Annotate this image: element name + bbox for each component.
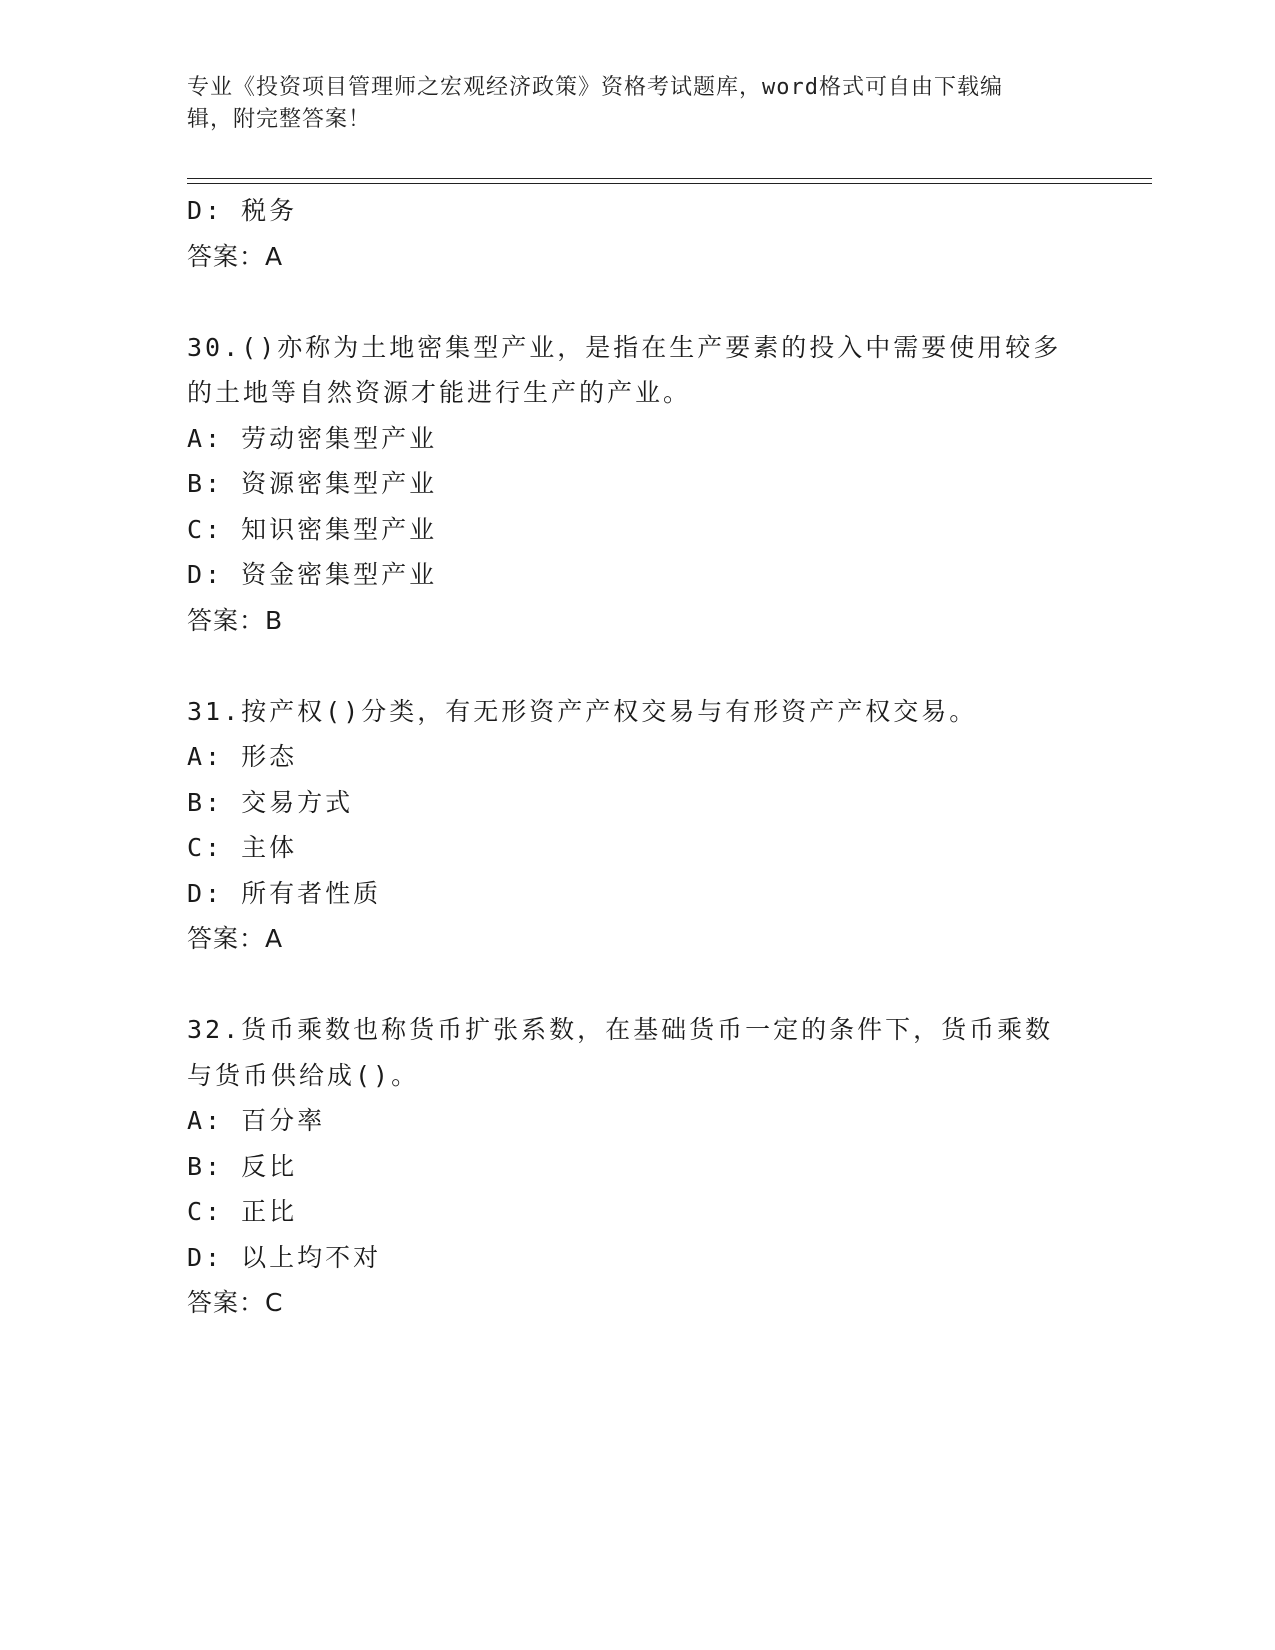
question-30-text — [187, 325, 1067, 416]
question-30-option-b: B: 资源密集型产业 — [187, 469, 438, 498]
question-32-option-c: C: 正比 — [187, 1197, 298, 1226]
question-31-option-b: B: 交易方式 — [187, 787, 354, 817]
prev-option-d: D: 税务 — [187, 196, 298, 225]
question-31-option-d: D: 所有者性质 — [187, 878, 382, 908]
header-line-1: 专业《投资项目管理师之宏观经济政策》资格考试题库，word格式可自由下载编 — [187, 75, 1003, 100]
question-31-text — [187, 689, 1067, 735]
question-30-line-1: 30.()亦称为土地密集型产业，是指在生产要素的投入中需要使用较多 — [187, 332, 1062, 362]
question-31-option-c: C: 主体 — [187, 833, 298, 862]
header-divider-bottom — [187, 183, 1152, 184]
question-32-option-b: B: 反比 — [187, 1151, 298, 1181]
question-30-option-a: A: 劳动密集型产业 — [187, 423, 438, 453]
question-32-option-a: A: 百分率 — [187, 1106, 326, 1135]
question-32-answer: 答案：C — [187, 1288, 284, 1317]
spacer — [187, 962, 1067, 1008]
question-30-option-c: C: 知识密集型产业 — [187, 514, 438, 544]
document-header — [187, 72, 1067, 136]
question-30-option-d: D: 资金密集型产业 — [187, 560, 438, 589]
header-line-2: 辑，附完整答案！ — [187, 107, 372, 132]
question-31-answer: 答案：A — [187, 924, 284, 953]
question-30-answer: 答案：B — [187, 605, 284, 635]
question-30-line-2: 的土地等自然资源才能进行生产的产业。 — [187, 378, 692, 407]
question-31-line-1: 31.按产权()分类，有无形资产产权交易与有形资产产权交易。 — [187, 696, 978, 726]
prev-answer: 答案：A — [187, 241, 284, 271]
question-31-option-a: A: 形态 — [187, 742, 298, 771]
question-32-text — [187, 1007, 1067, 1098]
question-32-line-2: 与货币供给成()。 — [187, 1060, 420, 1090]
spacer — [187, 643, 1067, 689]
spacer — [187, 279, 1067, 325]
question-32-option-d: D: 以上均不对 — [187, 1242, 382, 1272]
header-divider-top — [187, 178, 1152, 179]
question-32-line-1: 32.货币乘数也称货币扩张系数，在基础货币一定的条件下，货币乘数 — [187, 1015, 1054, 1044]
question-list — [187, 188, 1067, 1326]
